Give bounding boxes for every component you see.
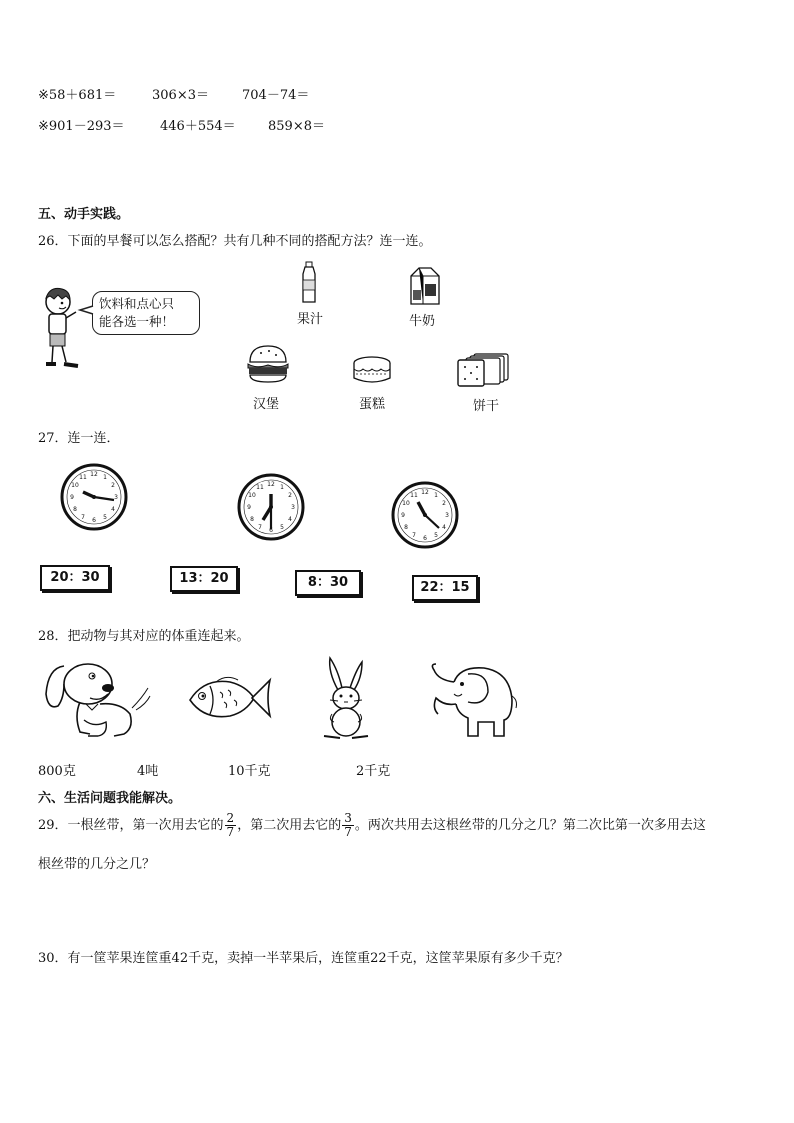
drink-label: 果汁 — [297, 312, 324, 327]
elephant-icon — [424, 660, 518, 740]
svg-text:12: 12 — [421, 489, 429, 496]
fraction-denominator: 7 — [226, 825, 235, 839]
svg-text:5: 5 — [434, 532, 438, 539]
svg-text:5: 5 — [280, 524, 284, 531]
milk-carton-icon — [405, 266, 441, 306]
svg-text:4: 4 — [288, 516, 292, 523]
svg-text:1: 1 — [280, 484, 284, 491]
section-title: 五、动手实践。 — [38, 207, 130, 222]
svg-text:10: 10 — [402, 500, 410, 507]
calc-item: ※901－293＝ — [38, 119, 125, 134]
time-box: 20：30 — [40, 565, 110, 591]
bubble-line: 能各选一种！ — [99, 314, 175, 329]
svg-text:1: 1 — [434, 492, 438, 499]
svg-text:10: 10 — [71, 482, 79, 489]
hamburger-icon — [246, 344, 290, 384]
weight-label: 10千克 — [228, 764, 271, 779]
section-title: 六、生活问题我能解决。 — [38, 791, 182, 806]
svg-text:7: 7 — [412, 532, 416, 539]
rabbit-icon — [318, 656, 376, 744]
question-text: ，第二次用去它的 — [237, 818, 342, 833]
calc-item: 446＋554＝ — [160, 119, 236, 134]
fraction — [342, 812, 354, 839]
svg-text:9: 9 — [401, 512, 405, 519]
svg-text:8: 8 — [404, 524, 408, 531]
fraction-numerator: 2 — [226, 811, 235, 825]
weight-label: 800克 — [38, 764, 76, 779]
snack-label: 汉堡 — [253, 397, 280, 412]
svg-text:6: 6 — [423, 535, 427, 542]
question-text: 。两次共用去这根丝带的几分之几？第二次比第一次多用去这 — [354, 818, 706, 833]
fraction — [225, 812, 237, 839]
svg-text:4: 4 — [442, 524, 446, 531]
biscuit-icon — [456, 352, 512, 388]
question-29-line2: 根丝带的几分之几？ — [38, 857, 156, 872]
clock-icon — [390, 480, 460, 550]
svg-text:9: 9 — [70, 494, 74, 501]
snack-label: 蛋糕 — [359, 397, 386, 412]
juice-bottle-icon — [299, 262, 319, 304]
svg-text:12: 12 — [90, 471, 98, 478]
svg-text:8: 8 — [73, 506, 77, 513]
question-26: 26．下面的早餐可以怎么搭配？共有几种不同的搭配方法？连一连。 — [38, 234, 432, 249]
svg-text:9: 9 — [247, 504, 251, 511]
svg-text:1: 1 — [103, 474, 107, 481]
question-text: 29．一根丝带，第一次用去它的 — [38, 818, 224, 833]
svg-text:11: 11 — [410, 492, 418, 499]
clock-icon — [236, 472, 306, 542]
calc-item: 859×8＝ — [268, 119, 325, 134]
svg-text:11: 11 — [79, 474, 87, 481]
fraction-denominator: 7 — [344, 825, 352, 839]
bubble-line: 饮料和点心只 — [99, 296, 175, 311]
svg-text:8: 8 — [250, 516, 254, 523]
weight-label: 2千克 — [356, 764, 391, 779]
svg-text:3: 3 — [445, 512, 449, 519]
clock-icon — [59, 462, 129, 532]
dog-icon — [44, 658, 154, 742]
svg-text:7: 7 — [81, 514, 85, 521]
svg-text:3: 3 — [291, 504, 295, 511]
drink-label: 牛奶 — [409, 314, 436, 329]
svg-text:6: 6 — [92, 517, 96, 524]
svg-text:4: 4 — [111, 506, 115, 513]
question-27: 27．连一连． — [38, 431, 120, 446]
time-box: 22：15 — [412, 575, 478, 601]
time-box: 13：20 — [170, 566, 238, 592]
weight-label: 4吨 — [137, 764, 159, 779]
svg-text:10: 10 — [248, 492, 256, 499]
question-28: 28．把动物与其对应的体重连起来。 — [38, 629, 250, 644]
time-box: 8：30 — [295, 570, 361, 596]
snack-label: 饼干 — [473, 399, 500, 414]
boy-icon — [36, 286, 92, 372]
calc-item: 704－74＝ — [242, 88, 310, 103]
svg-text:11: 11 — [256, 484, 264, 491]
calc-item: 306×3＝ — [152, 88, 209, 103]
fish-icon — [186, 672, 274, 726]
svg-text:5: 5 — [103, 514, 107, 521]
svg-text:3: 3 — [114, 494, 118, 501]
svg-text:12: 12 — [267, 481, 275, 488]
fraction-numerator: 3 — [344, 811, 352, 825]
svg-text:2: 2 — [111, 482, 115, 489]
svg-text:2: 2 — [442, 500, 446, 507]
question-30: 30．有一筐苹果连筐重42千克，卖掉一半苹果后，连筐重22千克，这筐苹果原有多少千克？ — [38, 951, 569, 966]
question-29 — [38, 808, 706, 844]
svg-text:7: 7 — [258, 524, 262, 531]
speech-bubble — [92, 291, 200, 335]
cake-icon — [352, 356, 392, 386]
svg-text:2: 2 — [288, 492, 292, 499]
bubble-tail — [80, 305, 94, 315]
svg-text:6: 6 — [269, 527, 273, 534]
calc-item: ※58＋681＝ — [38, 88, 117, 103]
